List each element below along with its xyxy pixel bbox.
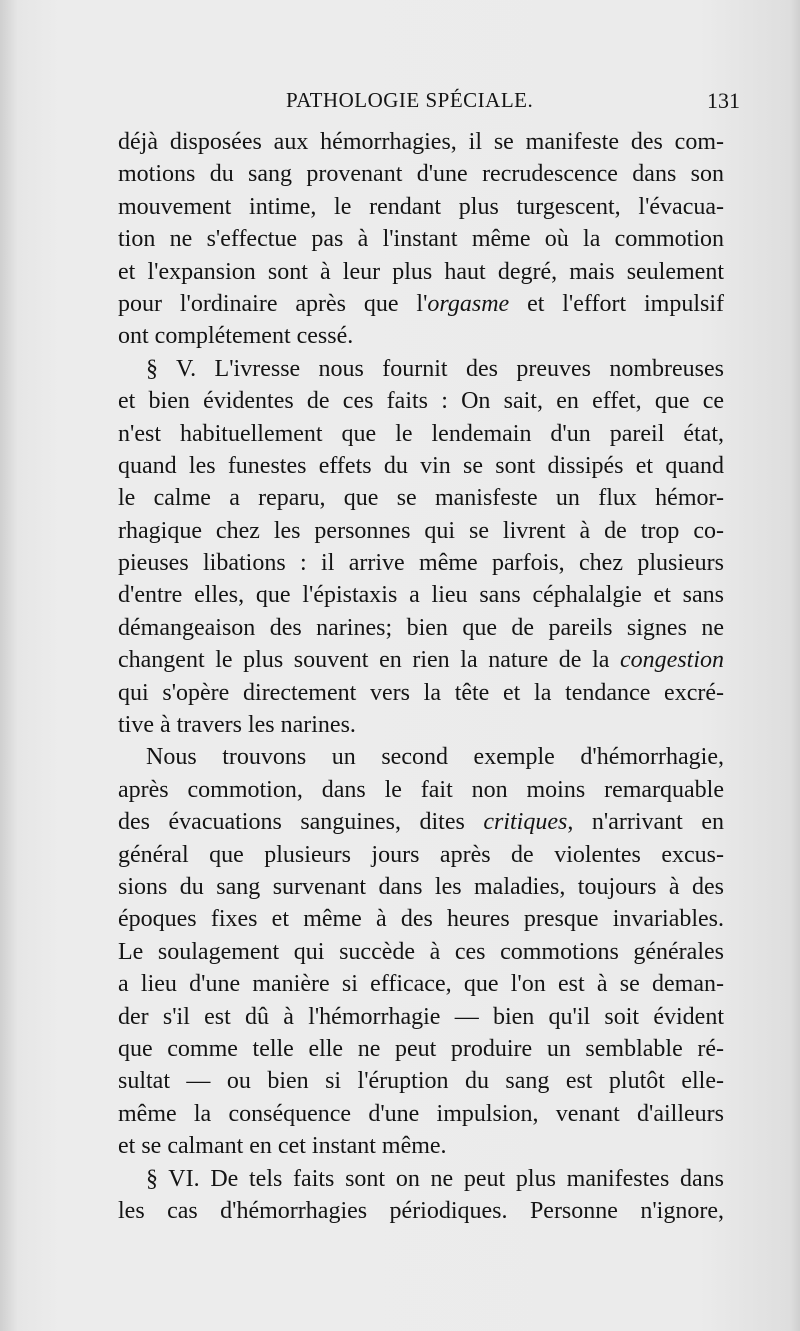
text-line: époques fixes et même à des heures presque invariables.: [118, 906, 724, 933]
text-line: même la conséquence d'une impulsion, venant d'ailleurs: [118, 1100, 724, 1127]
text-line: rhagique chez les personnes qui se livrent à de trop co-: [118, 517, 724, 544]
body-text: [118, 126, 724, 1227]
text-line: der s'il est dû à l'hémorrhagie — bien qu'il soit évident: [118, 1003, 724, 1030]
italic-term: critiques: [483, 809, 568, 836]
text-line: motions du sang provenant d'une recrudescence dans son: [118, 161, 724, 188]
text-line: que comme telle elle ne peut produire un semblable ré-: [118, 1035, 724, 1062]
text-line: déjà disposées aux hémorrhagies, il se manifeste des com-: [118, 129, 724, 155]
section-vi-start: § VI. De tels faits sont on ne peut plus manifestes dans: [146, 1165, 724, 1192]
text-line: tion ne s'effectue pas à l'instant même où la commotion: [118, 226, 724, 253]
text-line: n'est habituellement que le lendemain d'un pareil état,: [118, 420, 724, 447]
text-line: général que plusieurs jours après de violentes excus-: [118, 841, 724, 868]
page-number: 131: [707, 88, 740, 113]
text-line: mouvement intime, le rendant plus turgescent, l'évacua-: [118, 193, 724, 220]
text-line: des évacuations sanguines, dites critiques, n'arrivant en: [118, 809, 724, 836]
text-line: et se calmant en cet instant même.: [118, 1133, 447, 1160]
text-line: sultat — ou bien si l'éruption du sang est plutôt elle-: [118, 1068, 724, 1095]
section-v-start: § V. L'ivresse nous fournit des preuves nombreuses: [146, 355, 724, 382]
text-line: après commotion, dans le fait non moins remarquable: [118, 776, 724, 803]
text-line: pieuses libations : il arrive même parfois, chez plusieurs: [118, 550, 724, 577]
italic-term: congestion: [620, 647, 724, 674]
text-line: a lieu d'une manière si efficace, que l'on est à se deman-: [118, 971, 724, 998]
text-line: d'entre elles, que l'épistaxis a lieu sans céphalalgie et sans: [118, 582, 724, 609]
text-line: tive à travers les narines.: [118, 712, 356, 739]
text-line: le calme a reparu, que se manisfeste un flux hémor-: [118, 485, 724, 512]
text-line: démangeaison des narines; bien que de pareils signes ne: [118, 614, 724, 641]
text-line: ont complétement cessé.: [118, 323, 354, 350]
text-line: et l'expansion sont à leur plus haut degré, mais seulement: [118, 258, 724, 285]
text-line: quand les funestes effets du vin se sont dissipés et quand: [118, 452, 724, 479]
text-line: changent le plus souvent en rien la nature de la congestion: [118, 647, 724, 674]
italic-term: orgasme: [427, 290, 510, 317]
running-head: PATHOLOGIE SPÉCIALE.: [286, 88, 534, 112]
paragraph-start: Nous trouvons un second exemple d'hémorrhagie,: [146, 744, 724, 771]
text-line: Le soulagement qui succède à ces commotions générales: [118, 938, 724, 965]
text-line: qui s'opère directement vers la tête et la tendance excré-: [118, 679, 724, 706]
text-line: et bien évidentes de ces faits : On sait, en effet, que ce: [118, 388, 724, 415]
text-line: les cas d'hémorrhagies périodiques. Personne n'ignore,: [118, 1197, 724, 1224]
text-line: pour l'ordinaire après que l'orgasme et l'effort impulsif: [118, 290, 724, 317]
text-line: sions du sang survenant dans les maladies, toujours à des: [118, 873, 724, 900]
page-header: [118, 88, 740, 118]
